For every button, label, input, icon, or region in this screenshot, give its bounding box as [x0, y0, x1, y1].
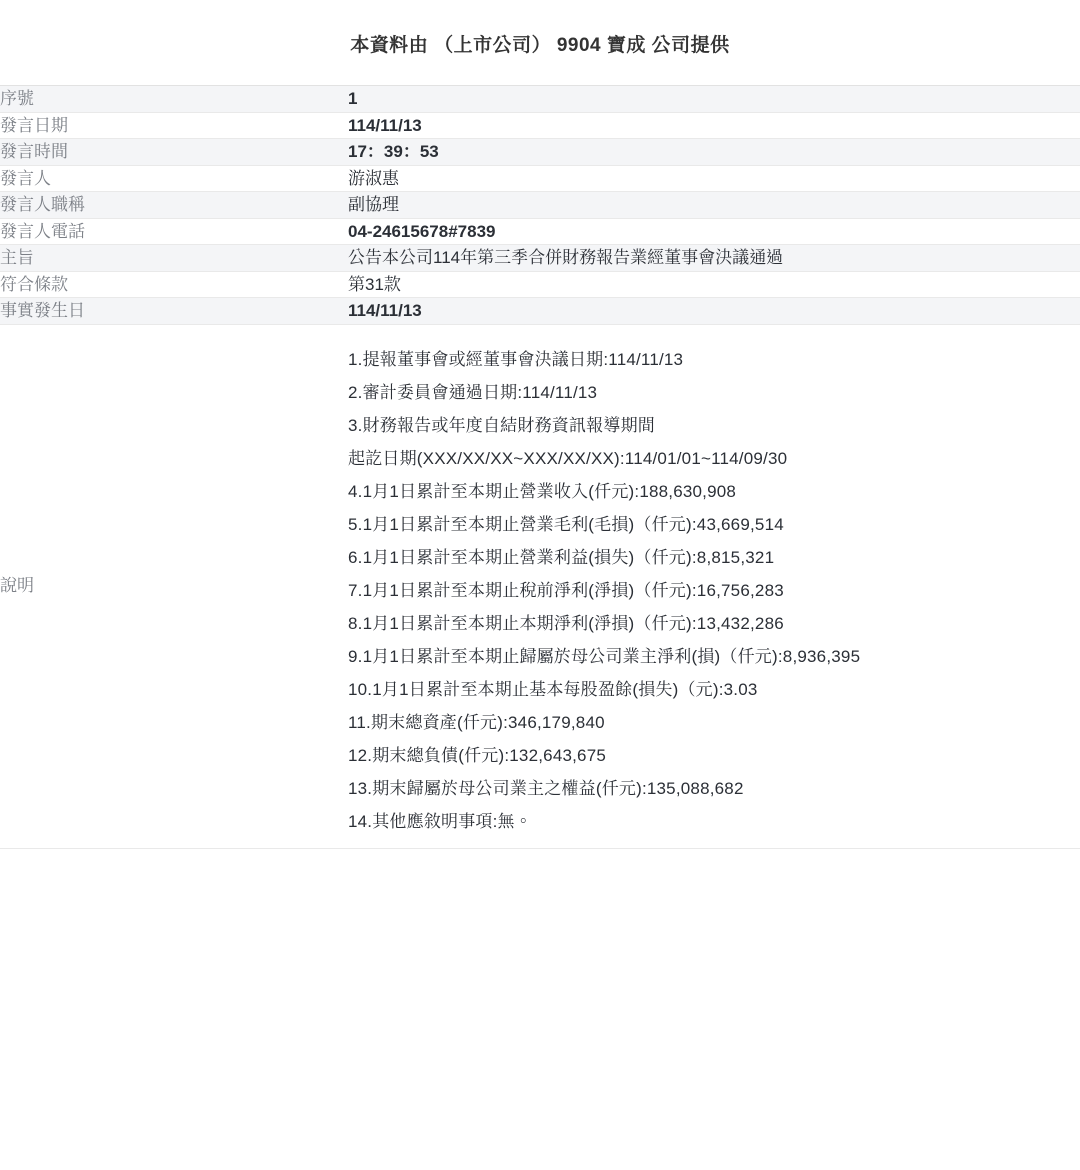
row-label: 發言人電話 [0, 221, 85, 241]
provider-note: 本資料由 （上市公司） 9904 寶成 公司提供 [350, 35, 730, 56]
row-value: 04-24615678#7839 [348, 221, 496, 241]
description-line: 9.1月1日累計至本期止歸屬於母公司業主淨利(損)（仟元):8,936,395 [348, 646, 861, 666]
announcement-table [0, 86, 1080, 849]
row-value: 17：39：53 [348, 142, 439, 161]
row-label: 主旨 [0, 248, 34, 267]
description-line: 1.提報董事會或經董事會決議日期:114/11/13 [348, 349, 684, 369]
row-value: 114/11/13 [348, 115, 422, 135]
row-value: 第31款 [348, 274, 401, 294]
row-value: 1 [348, 89, 358, 108]
description-label: 說明 [0, 576, 34, 596]
description-line: 13.期末歸屬於母公司業主之權益(仟元):135,088,682 [348, 778, 744, 798]
row-label: 發言人 [0, 168, 51, 188]
announcement-table-body [0, 86, 1080, 848]
description-value [348, 324, 1080, 848]
description-lines [348, 343, 1080, 838]
table-row [0, 86, 1080, 112]
description-line: 14.其他應敘明事項:無。 [348, 811, 532, 831]
table-row [0, 271, 1080, 298]
table-row [0, 192, 1080, 219]
row-label: 發言人職稱 [0, 195, 85, 214]
description-line: 2.審計委員會通過日期:114/11/13 [348, 382, 598, 402]
row-label: 事實發生日 [0, 301, 85, 320]
description-line: 8.1月1日累計至本期止本期淨利(淨損)（仟元):13,432,286 [348, 613, 784, 633]
description-line: 3.財務報告或年度自結財務資訊報導期間 [348, 415, 655, 435]
row-value: 副協理 [348, 195, 399, 214]
table-row [0, 298, 1080, 325]
row-label: 序號 [0, 89, 34, 108]
description-line: 12.期末總負債(仟元):132,643,675 [348, 745, 607, 765]
description-line: 起訖日期(XXX/XX/XX~XXX/XX/XX):114/01/01~114/09/30 [348, 448, 788, 468]
table-row-description [0, 324, 1080, 848]
table-row [0, 165, 1080, 192]
table-row [0, 218, 1080, 245]
row-value: 公告本公司114年第三季合併財務報告業經董事會決議通過 [348, 248, 784, 267]
table-row [0, 112, 1080, 139]
row-label: 發言日期 [0, 115, 68, 135]
row-value: 游淑惠 [348, 168, 399, 188]
description-line: 5.1月1日累計至本期止營業毛利(毛損)（仟元):43,669,514 [348, 514, 784, 534]
row-value: 114/11/13 [348, 301, 422, 320]
row-label: 符合條款 [0, 274, 68, 294]
row-label: 發言時間 [0, 142, 68, 161]
description-line: 11.期末總資產(仟元):346,179,840 [348, 712, 605, 732]
description-line: 6.1月1日累計至本期止營業利益(損失)（仟元):8,815,321 [348, 547, 775, 567]
description-line: 7.1月1日累計至本期止稅前淨利(淨損)（仟元):16,756,283 [348, 580, 784, 600]
description-line: 4.1月1日累計至本期止營業收入(仟元):188,630,908 [348, 481, 737, 501]
table-row [0, 245, 1080, 272]
table-row [0, 139, 1080, 166]
description-line: 10.1月1日累計至本期止基本每股盈餘(損失)（元):3.03 [348, 679, 758, 699]
